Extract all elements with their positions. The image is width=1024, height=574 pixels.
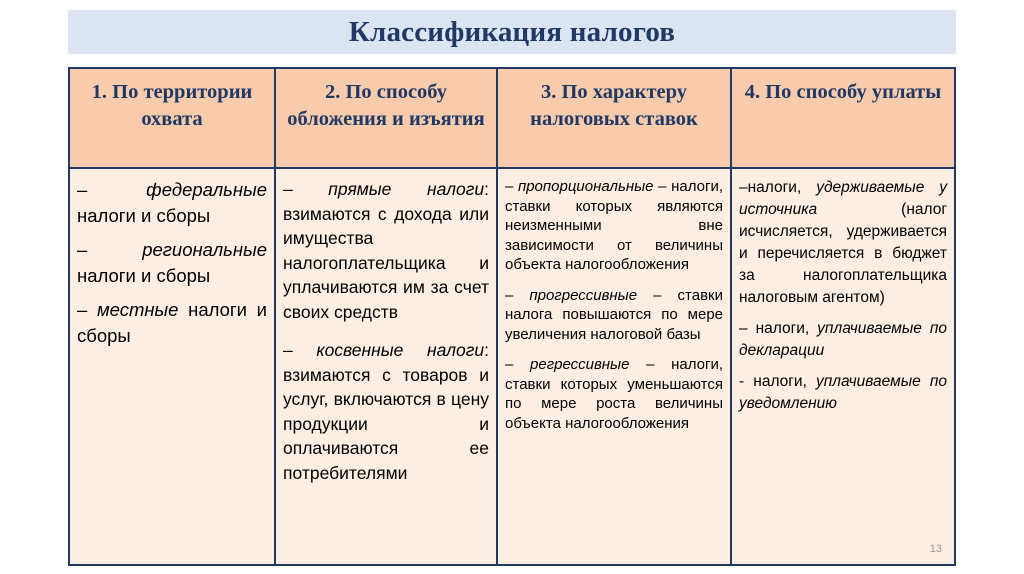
list-item: – местные налоги и сборы [77, 299, 267, 346]
cell-territory [70, 169, 276, 564]
cell-method [276, 169, 498, 564]
list-item: – прогрессивные – ставки налога повышаются по мере увеличения налоговой базы [505, 286, 723, 343]
cell-payment [732, 169, 954, 564]
header-payment: 4. По способу уплаты [732, 69, 954, 169]
list-item: – регрессивные – налоги, ставки которых уменьшаются по мере роста величины объекта налогообложения [505, 356, 723, 432]
slide-title: Классификация налогов [348, 15, 676, 48]
list-item: – региональные налоги и сборы [77, 239, 267, 286]
classification-table [68, 67, 956, 566]
list-item: – налоги, уплачиваемые по декларации [739, 320, 947, 359]
title-bar [68, 10, 956, 54]
list-item: – косвенные налоги: взимаются с товаров и услуг, включаются в цену продукции и оплачиваются ее потребителями [283, 340, 489, 483]
list-item: – федеральные налоги и сборы [77, 179, 267, 226]
header-territory: 1. По территории охвата [70, 69, 276, 169]
header-method: 2. По способу обложения и изъятия [276, 69, 498, 169]
header-rates: 3. По характеру налоговых ставок [498, 69, 732, 169]
cell-rates [498, 169, 732, 564]
list-item: - налоги, уплачиваемые по уведомлению [739, 373, 947, 412]
list-item: – пропорциональные – налоги, ставки которых являются неизменными вне зависимости от величины объекта налогообложения [505, 178, 723, 273]
page-number: 13 [929, 543, 942, 555]
list-item: – прямые налоги: взимаются с дохода или имущества налогоплательщика и уплачиваются им за счет своих средств [283, 179, 489, 322]
list-item: –налоги, удерживаемые у источника (налог исчисляется, удерживается и перечисляется в бюджет за налогоплательщика налоговым агентом) [739, 179, 947, 306]
